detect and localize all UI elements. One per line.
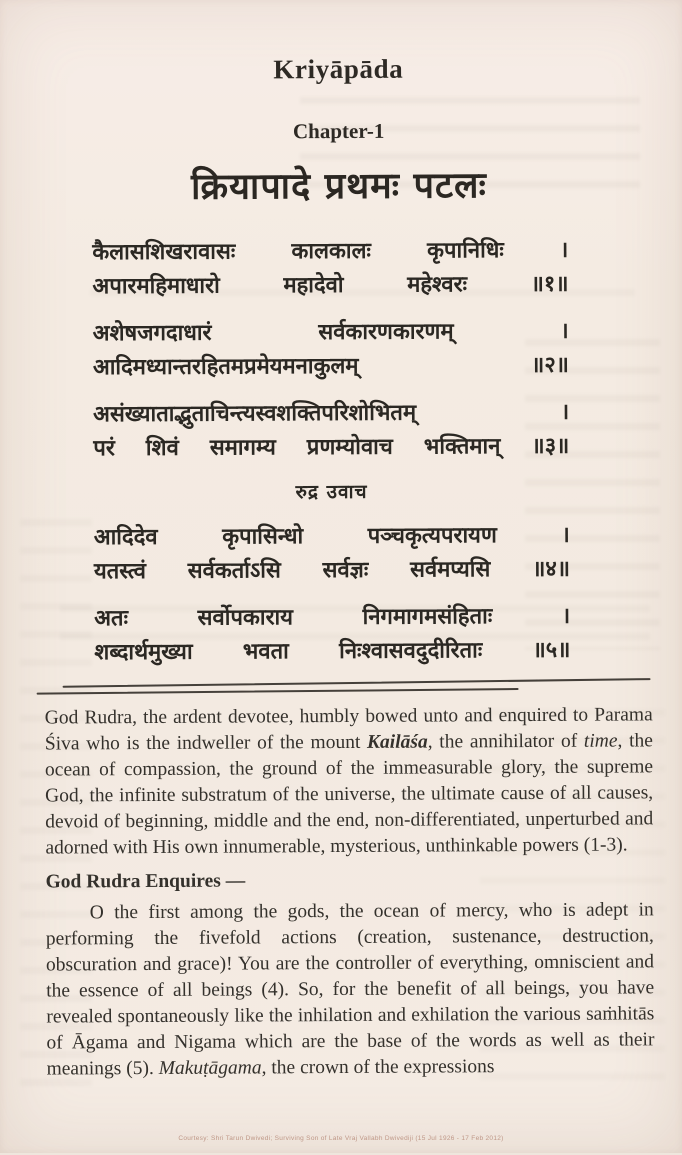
chapter-title-devanagari: क्रियापादे प्रथमः पटलः	[190, 165, 487, 208]
text-segment: , the crown of the expressions	[261, 1056, 495, 1079]
text-segment: O the first among the gods, the ocean of mercy, who is adept in performing the fivefold actions (creation, sustenance, destruction, obscuration and grace)! You are the controller of everything, omniscient and the essence of all beings (4). So, for the benefit of all beings, you have revealed spontaneously like the inhilation and exhilation the various saṁhitās of Āgama and Nigama which are the base of the words as well as their meanings (5).	[45, 899, 655, 1080]
enquiry-heading: God Rudra Enquires —	[45, 870, 246, 893]
verse-word: भक्तिमान्	[423, 434, 501, 460]
verse-word: कालकालः	[291, 238, 371, 265]
verse-word: निगमागमसंहिताः	[362, 604, 493, 630]
text-segment: , the annihilator of	[427, 730, 584, 753]
verse-couplet	[94, 519, 570, 589]
chapter-label: Chapter-1	[292, 118, 385, 144]
verse-word: ॥२॥	[531, 352, 569, 379]
book-section-title: Kriyāpāda	[273, 53, 404, 85]
verse-word: ॥४॥	[532, 556, 571, 582]
verse-word: सर्वमप्यसि	[410, 557, 491, 583]
verse-word: असंख्याताद्भुताचिन्त्यस्वशक्तिपरिशोभितम्	[93, 400, 417, 428]
text-segment: , the ocean of compassion, the ground of the immeasurable glory, the supreme God, the infinite substratum of the universe, the ultimate cause of all causes, devoid of beginning, middle and the end, non-differentiated, unperturbed and adorned with His own innumerable, mysterious, unthinkable powers (1-3).	[44, 730, 654, 859]
verse-couplet	[92, 234, 568, 304]
verse-word: शब्दार्थमुख्या	[94, 639, 193, 666]
verse-line	[93, 315, 569, 351]
verse-word: अतः	[94, 606, 129, 632]
translation-paragraph-2	[46, 897, 655, 1082]
verse-word: समागम्य	[209, 435, 276, 461]
verse-word: ॥३॥	[531, 433, 570, 460]
verse-word: ।	[559, 237, 569, 263]
verse-word: प्रणम्योवाच	[306, 434, 393, 461]
divider-rule-bottom	[37, 688, 519, 695]
verse-word: सर्वज्ञः	[322, 557, 369, 584]
verse-word: ।	[560, 318, 569, 344]
verse-word: यतस्त्वं	[93, 559, 146, 585]
verse-line	[93, 430, 569, 466]
verse-line	[94, 634, 570, 670]
verse-word: कैलासशिखरावासः	[92, 239, 236, 266]
verse-line	[92, 268, 568, 304]
verse-word: ॥५॥	[532, 637, 571, 663]
section-divider	[1, 680, 682, 694]
verse-line	[94, 519, 570, 555]
verse-word: अशेषजगदाधारं	[92, 320, 212, 347]
english-translation-block	[45, 702, 655, 1082]
verse-word: ॥१॥	[530, 271, 569, 298]
verse-word: सर्वकारणकारणम्	[318, 319, 454, 346]
verse-word: महादेवो	[283, 272, 344, 299]
verse-word: परं	[93, 436, 115, 462]
verses-after-speaker	[94, 519, 571, 670]
verse-line	[92, 234, 568, 270]
verse-word: ।	[561, 603, 571, 629]
text-segment: Kailāśa	[366, 731, 428, 753]
verse-line	[93, 396, 569, 432]
text-segment: God Rudra, the ardent devotee, humbly bowed unto and enquired to Parama Śiva who is the indweller of the mount	[44, 704, 653, 755]
verse-word: आदिदेव	[93, 524, 158, 551]
verse-word: अपारमहिमाधारो	[92, 273, 220, 300]
verse-word: निःश्वासवदुदीरिताः	[339, 638, 483, 665]
verse-word: आदिमध्यान्तरहितमप्रमेयमनाकुलम्	[92, 353, 359, 381]
divider-rule-top	[63, 678, 651, 688]
verse-line	[93, 349, 569, 385]
footer-credit-line: Courtesy: Shri Tarun Dwivedi; Surviving Son of Late Vraj Vallabh Dwivediji (15 Jul 1926 - 17 Feb 2012)	[178, 1135, 504, 1142]
text-segment: time	[583, 730, 618, 752]
verse-line	[94, 600, 570, 636]
verse-word: सर्वकर्ताऽसि	[187, 558, 281, 584]
verse-word: ।	[561, 522, 570, 548]
verse-couplet	[94, 600, 570, 670]
translation-paragraph-1	[45, 702, 654, 861]
text-segment: Makuṭāgama	[158, 1057, 262, 1079]
verse-word: पञ्चकृत्यपरायण	[367, 523, 497, 549]
verse-couplet	[93, 315, 569, 385]
speaker-line: रुद्र उवाच	[295, 480, 368, 504]
verse-word: ।	[560, 399, 570, 425]
verse-word: भवता	[242, 639, 289, 665]
verses-before-speaker	[92, 234, 569, 466]
verse-word: शिवं	[145, 435, 179, 462]
sanskrit-verse-block	[92, 234, 570, 670]
verse-word: महेश्वरः	[407, 272, 468, 298]
verse-word: कृपानिधिः	[427, 238, 504, 264]
verse-word: कृपासिन्धो	[222, 524, 304, 550]
verse-line	[94, 553, 570, 589]
verse-couplet	[93, 396, 569, 466]
verse-word: सर्वोपकाराय	[197, 605, 294, 631]
